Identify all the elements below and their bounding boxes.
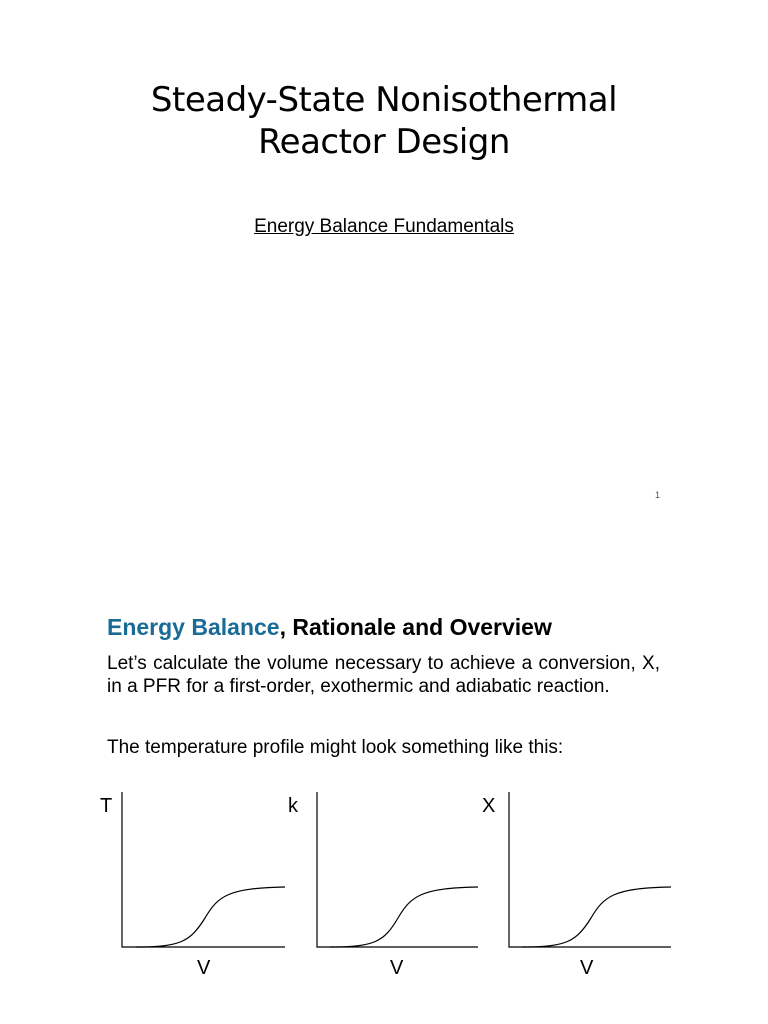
- overview-paragraph-2: The temperature profile might look something like this:: [107, 737, 564, 758]
- plot-rate-constant-xlabel: V: [390, 957, 404, 979]
- plot-conversion-curve: [522, 887, 671, 947]
- plot-conversion-axes: [509, 792, 671, 947]
- plot-conversion-xlabel: V: [580, 957, 594, 979]
- plot-conversion-graph: [480, 790, 675, 980]
- page-number: 1: [655, 490, 661, 500]
- slide-subtitle: Energy Balance Fundamentals: [254, 216, 514, 237]
- plot-temperature-ylabel: T: [100, 795, 113, 817]
- overview-title-accent: Energy Balance: [107, 614, 280, 640]
- overview-title-rest: , Rationale and Overview: [279, 614, 552, 640]
- plot-rate-constant-axes: [317, 792, 478, 947]
- plot-temperature-axes: [122, 792, 285, 947]
- plot-temperature-curve: [136, 887, 285, 947]
- overview-slide: [0, 580, 768, 1024]
- plot-rate-constant-ylabel: k: [288, 795, 298, 817]
- slide-title-line2: Reactor Design: [258, 121, 510, 162]
- plot-temperature-graph: [100, 790, 290, 980]
- slide-title: [0, 79, 768, 163]
- plot-temperature-xlabel: V: [197, 957, 211, 979]
- overview-title: [107, 614, 552, 641]
- overview-paragraph-1: Let’s calculate the volume necessary to achieve a conversion, X, in a PFR for a first-order, exothermic and adiabatic reaction.: [107, 653, 660, 697]
- plot-conversion-ylabel: X: [482, 795, 496, 817]
- plot-rate-constant-graph: [290, 790, 480, 980]
- slide-title-line1: Steady-State Nonisothermal: [150, 79, 618, 120]
- plot-rate-constant-curve: [330, 887, 478, 947]
